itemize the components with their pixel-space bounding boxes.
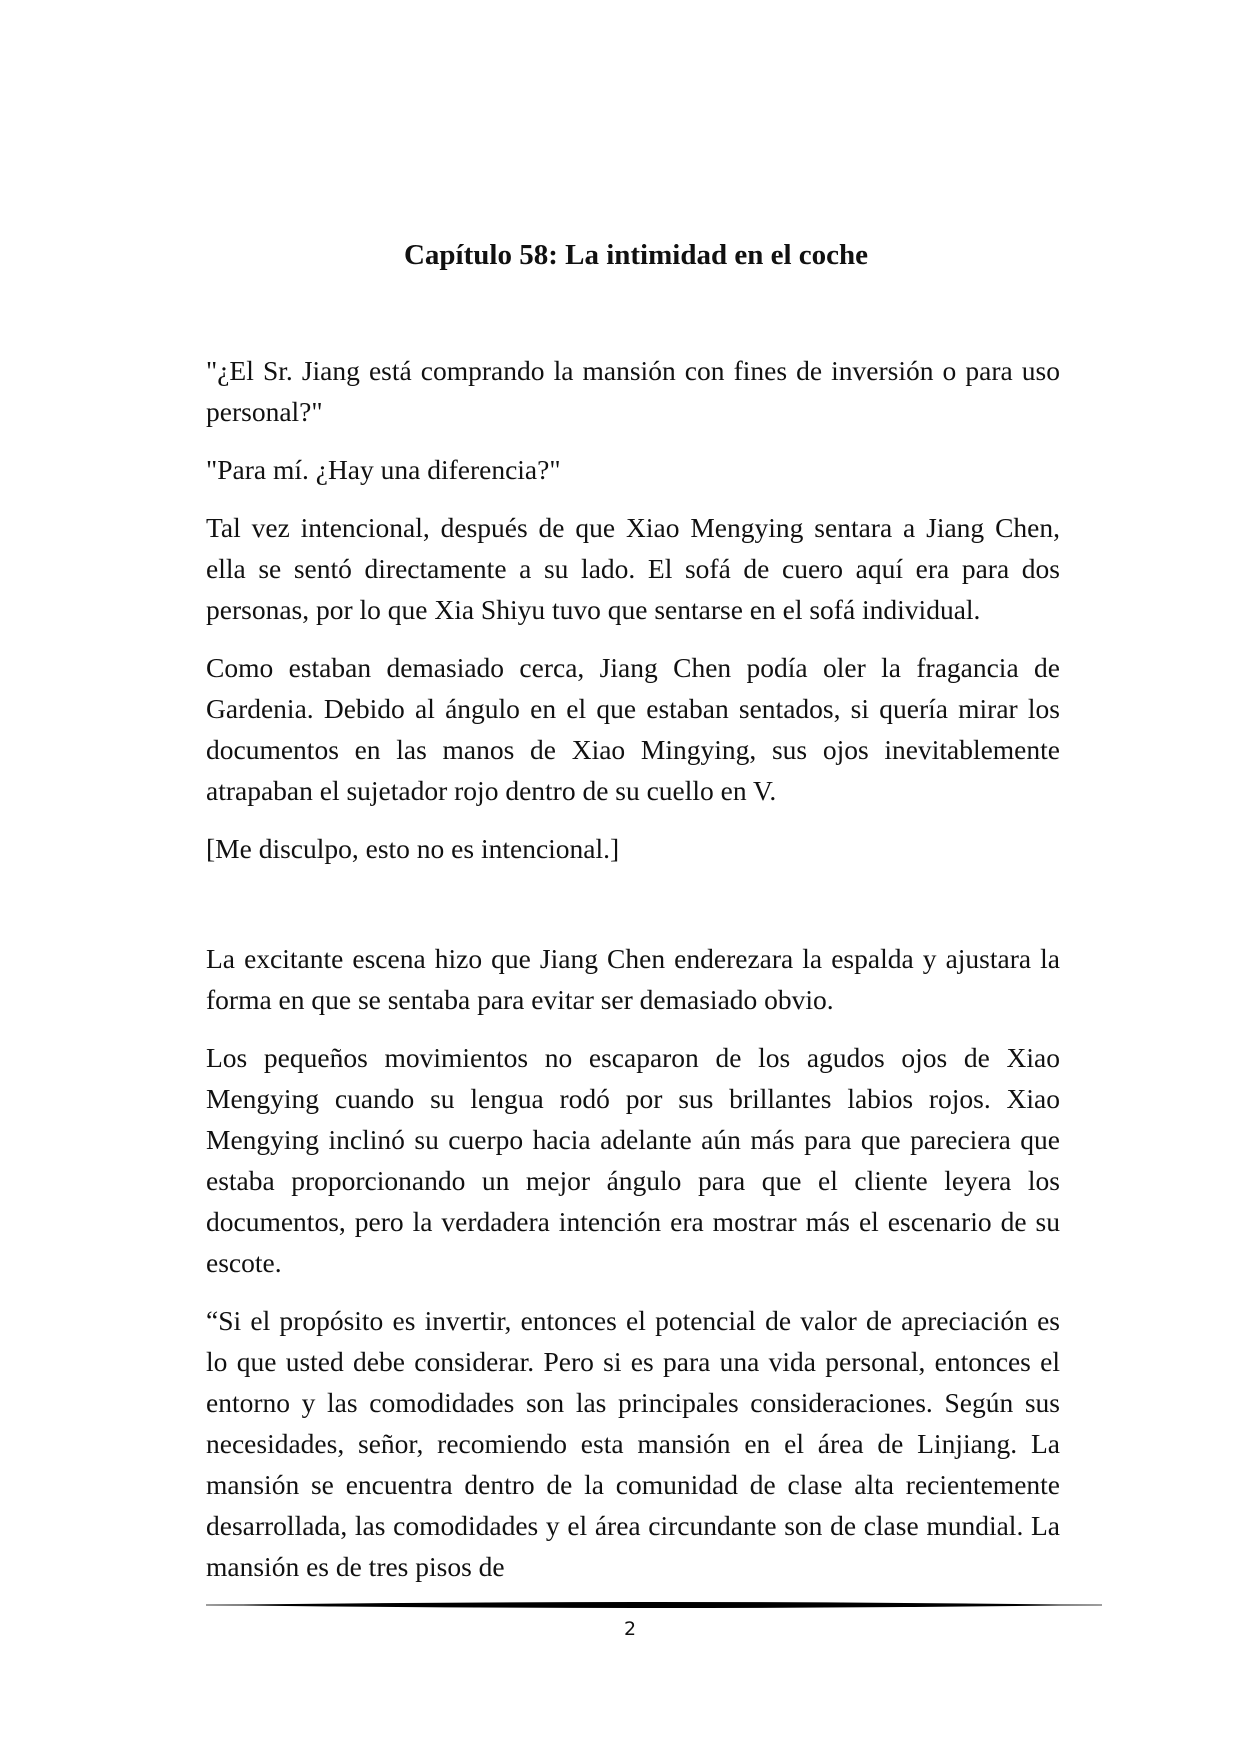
paragraph: Los pequeños movimientos no escaparon de los agudos ojos de Xiao Mengying cuando su lengua rodó por sus brillantes labios rojos. Xiao Mengying inclinó su cuerpo hacia adelante aún más para que pareciera que estaba proporcionando un mejor ángulo para que el cliente leyera los documentos, pero la verdadera intención era mostrar más el escenario de su escote.: [206, 1042, 1060, 1278]
paragraph: “Si el propósito es invertir, entonces el potencial de valor de apreciación es lo que usted debe considerar. Pero si es para una vida personal, entonces el entorno y las comodidades son las principales consideraciones. Según sus necesidades, señor, recomiendo esta mansión en el área de Linjiang. La mansión se encuentra dentro de la comunidad de clase alta recientemente desarrollada, las comodidades y el área circundante son de clase mundial. La mansión es de tres pisos de: [206, 1305, 1060, 1582]
paragraph: "Para mí. ¿Hay una diferencia?": [206, 454, 561, 485]
paragraph: "¿El Sr. Jiang está comprando la mansión con fines de inversión o para uso personal?": [206, 355, 1060, 427]
page-number: 2: [623, 1618, 637, 1640]
body-text: [206, 350, 1060, 1604]
paragraph: Tal vez intencional, después de que Xiao Mengying sentara a Jiang Chen, ella se sentó directamente a su lado. El sofá de cuero aquí era para dos personas, por lo que Xia Shiyu tuvo que sentarse en el sofá individual.: [206, 512, 1060, 625]
footer-divider-swell: [206, 1602, 1102, 1608]
paragraph: [Me disculpo, esto no es intencional.]: [206, 833, 620, 864]
paragraph-spacer: [206, 886, 1060, 938]
footer-divider: [206, 1600, 1102, 1610]
chapter-title: Capítulo 58: La intimidad en el coche: [403, 239, 868, 271]
paragraph: La excitante escena hizo que Jiang Chen enderezara la espalda y ajustara la forma en que se sentaba para evitar ser demasiado obvio.: [206, 943, 1060, 1015]
paragraph: Como estaban demasiado cerca, Jiang Chen podía oler la fragancia de Gardenia. Debido al ángulo en el que estaban sentados, si quería mirar los documentos en las manos de Xiao Mingying, sus ojos inevitablemente atrapaban el sujetador rojo dentro de su cuello en V.: [206, 652, 1060, 806]
